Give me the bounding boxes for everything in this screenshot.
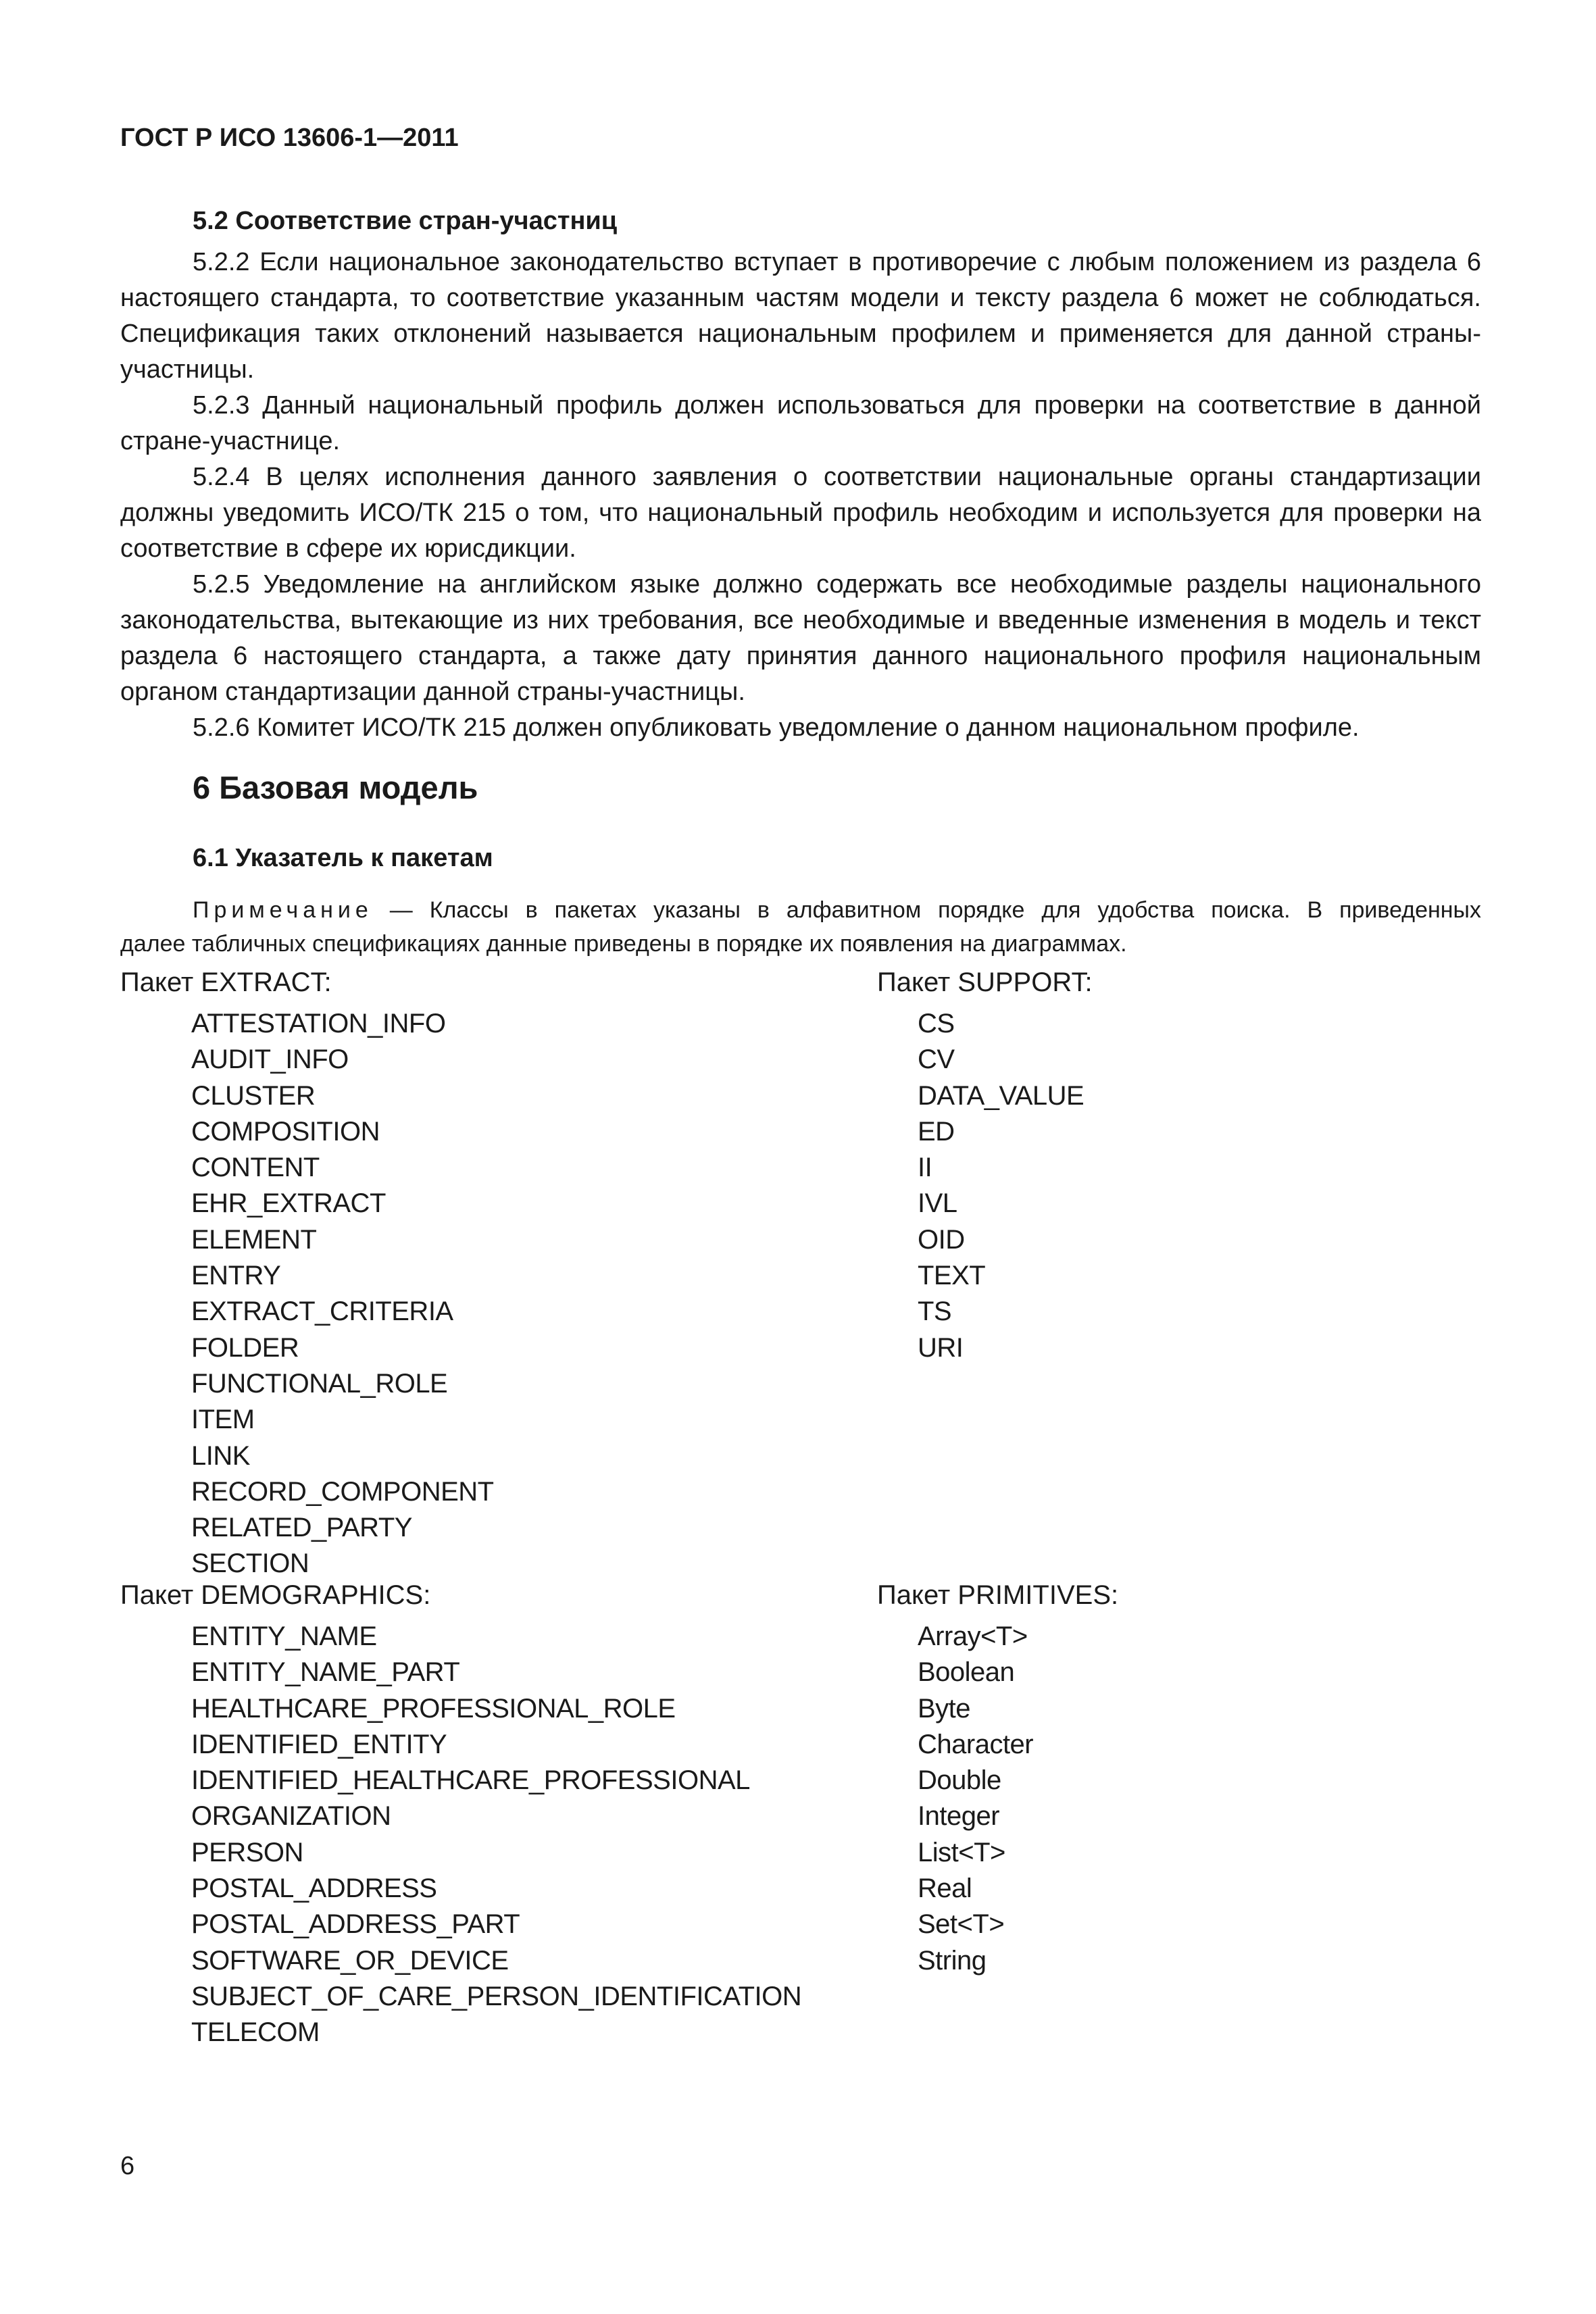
class-list-item: Integer — [918, 1801, 1000, 1832]
class-list-item: COMPOSITION — [191, 1116, 380, 1147]
class-list-item: AUDIT_INFO — [191, 1045, 349, 1075]
note-text-1: — Классы в пакетах указаны в алфавитном порядке для удобства поиска. В приведенных — [389, 897, 1481, 923]
paragraph-5-2-2: 5.2.2 Если национальное законодательство вступает в противоречие с любым положением из раздела 6 настоящего стандарта, то соответствие указанным частям модели и тексту раздела 6 может не соблюдаться. Спецификация таких отклонений называется национальным профилем и применяется для данной страны-участницы. — [120, 248, 1481, 384]
class-list-item: ENTITY_NAME — [191, 1621, 377, 1651]
page-number: 6 — [120, 2152, 135, 2180]
class-list-item: URI — [918, 1332, 964, 1363]
class-list-item: Double — [918, 1765, 1001, 1796]
class-list-item: EXTRACT_CRITERIA — [191, 1297, 453, 1327]
paragraph-5-2-6: 5.2.6 Комитет ИСО/ТК 215 должен опубликовать уведомление о данном национальном профиле. — [193, 713, 1360, 742]
class-list-item: Set<T> — [918, 1909, 1005, 1940]
class-list-item: FUNCTIONAL_ROLE — [191, 1368, 448, 1399]
subsection-heading: 6.1 Указатель к пакетам — [193, 844, 493, 872]
note-label: Примечание — [193, 897, 373, 923]
package-list-demographics — [191, 1619, 801, 2051]
note — [120, 893, 1481, 961]
class-list-item: Character — [918, 1729, 1034, 1759]
class-list-item: ED — [918, 1116, 955, 1147]
package-title-primitives: Пакет PRIMITIVES: — [877, 1580, 1119, 1610]
class-list-item: String — [918, 1945, 987, 1976]
class-list-item: IDENTIFIED_HEALTHCARE_PROFESSIONAL — [191, 1765, 750, 1796]
class-list-item: SECTION — [191, 1549, 309, 1579]
class-list-item: OID — [918, 1224, 965, 1255]
class-list-item: EHR_EXTRACT — [191, 1188, 386, 1219]
class-list-item: TELECOM — [191, 2017, 320, 2048]
class-list-item: ELEMENT — [191, 1224, 317, 1255]
class-list-item: Array<T> — [918, 1621, 1028, 1651]
class-list-item: Real — [918, 1873, 972, 1904]
package-list-support — [918, 1006, 1084, 1366]
package-title-extract: Пакет EXTRACT: — [120, 967, 332, 997]
class-list-item: II — [918, 1153, 932, 1183]
package-list-primitives — [918, 1619, 1033, 1979]
class-list-item: TEXT — [918, 1261, 986, 1291]
paragraph-5-2-4: 5.2.4 В целях исполнения данного заявления о соответствии национальные органы стандартизации должны уведомить ИСО/ТК 215 о том, что национальный профиль необходим и используется для проверки на соответствие в сфере их юрисдикции. — [120, 463, 1481, 563]
class-list-item: CV — [918, 1045, 955, 1075]
class-list-item: RELATED_PARTY — [191, 1513, 412, 1543]
document-header: ГОСТ Р ИСО 13606-1—2011 — [120, 124, 459, 152]
class-list-item: List<T> — [918, 1837, 1005, 1867]
paragraph-5-2-5: 5.2.5 Уведомление на английском языке должно содержать все необходимые разделы национального законодательства, вытекающие из них требования, все необходимые и введенные изменения в модель и текст раздела 6 настоящего стандарта, а также дату принятия данного национального профиля национальным органом стандартизации данной страны-участницы. — [120, 570, 1481, 706]
section-5-2 — [120, 203, 1481, 746]
class-list-item: HEALTHCARE_PROFESSIONAL_ROLE — [191, 1693, 676, 1724]
class-list-item: SUBJECT_OF_CARE_PERSON_IDENTIFICATION — [191, 1981, 802, 2011]
class-list-item: CS — [918, 1009, 955, 1038]
class-list-item: TS — [918, 1297, 952, 1327]
class-list-item: FOLDER — [191, 1332, 299, 1363]
paragraph-5-2-3: 5.2.3 Данный национальный профиль должен использоваться для проверки на соответствие в данной стране-участнице. — [120, 391, 1481, 455]
section-heading: 5.2 Соответствие стран-участниц — [193, 207, 618, 235]
class-list-item: RECORD_COMPONENT — [191, 1476, 494, 1507]
class-list-item: DATA_VALUE — [918, 1080, 1084, 1111]
class-list-item: POSTAL_ADDRESS_PART — [191, 1909, 520, 1940]
class-list-item: SOFTWARE_OR_DEVICE — [191, 1945, 509, 1976]
class-list-item: LINK — [191, 1440, 250, 1471]
class-list-item: IDENTIFIED_ENTITY — [191, 1729, 447, 1759]
package-title-support: Пакет SUPPORT: — [877, 967, 1093, 997]
class-list-item: CLUSTER — [191, 1080, 316, 1111]
class-list-item: ENTITY_NAME_PART — [191, 1657, 460, 1688]
chapter-heading: 6 Базовая модель — [193, 770, 478, 805]
class-list-item: Byte — [918, 1693, 971, 1724]
class-list-item: ITEM — [191, 1405, 255, 1435]
package-list-extract — [191, 1006, 494, 1582]
class-list-item: CONTENT — [191, 1153, 320, 1183]
package-title-demographics: Пакет DEMOGRAPHICS: — [120, 1580, 431, 1610]
note-line-2: далее табличных спецификациях данные приведены в порядке их появления на диаграммах. — [120, 931, 1127, 957]
class-list-item: Boolean — [918, 1657, 1015, 1688]
class-list-item: ATTESTATION_INFO — [191, 1009, 446, 1038]
class-list-item: POSTAL_ADDRESS — [191, 1873, 437, 1904]
note-line-1 — [120, 893, 1481, 927]
class-list-item: PERSON — [191, 1837, 303, 1867]
class-list-item: IVL — [918, 1188, 957, 1219]
class-list-item: ORGANIZATION — [191, 1801, 391, 1832]
class-list-item: ENTRY — [191, 1261, 281, 1291]
